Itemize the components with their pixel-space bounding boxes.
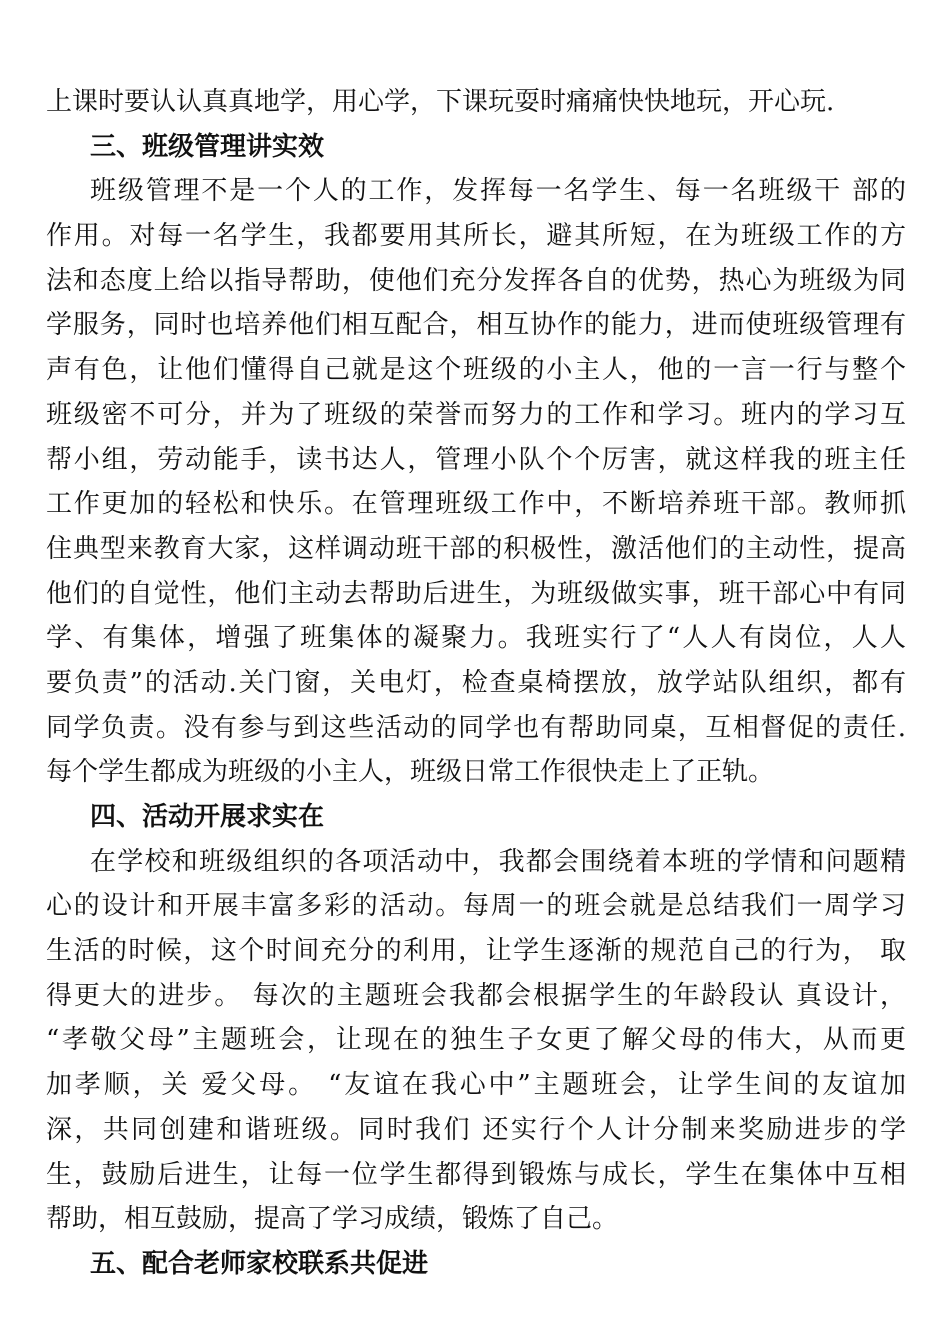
- text-line: 深，共同创建和谐班级。同时我们 还实行个人计分制来奖励进步的学: [46, 1114, 906, 1145]
- text-line: 得更大的进步。 每次的主题班会我都会根据学生的年龄段认 真设计，: [46, 980, 906, 1011]
- text-line: 工作更加的轻松和快乐。在管理班级工作中，不断培养班干部。教师抓: [46, 489, 906, 520]
- text-line: 生活的时候，这个时间充分的利用，让学生逐渐的规范自己的行为， 取: [46, 936, 906, 967]
- section-heading-3: 三、班级管理讲实效: [90, 131, 325, 162]
- text-line: 加孝顺，关 爱父母。 “友谊在我心中”主题班会，让学生间的友谊加: [46, 1070, 906, 1101]
- text-line: 学、有集体，增强了班集体的凝聚力。我班实行了“人人有岗位，人人: [46, 623, 906, 654]
- text-line: 要负责”的活动.关门窗，关电灯，检查桌椅摆放，放学站队组织，都有: [46, 667, 906, 698]
- text-line: “孝敬父母”主题班会，让现在的独生子女更了解父母的伟大，从而更: [46, 1025, 906, 1056]
- section-heading-4: 四、活动开展求实在: [90, 802, 325, 832]
- text-line: 学服务，同时也培养他们相互配合，相互协作的能力，进而使班级管理有: [46, 310, 906, 341]
- text-line: 声有色，让他们懂得自己就是这个班级的小主人，他的一言一行与整个: [46, 355, 906, 386]
- paragraph-first-line: 在学校和班级组织的各项活动中，我都会围绕着本班的学情和问题精: [90, 846, 906, 877]
- text-line: 心的设计和开展丰富多彩的活动。每周一的班会就是总结我们一周学习: [46, 891, 906, 922]
- text-line: 班级密不可分，并为了班级的荣誉而努力的工作和学习。班内的学习互: [46, 399, 906, 430]
- text-line: 帮小组，劳动能手，读书达人，管理小队个个厉害，就这样我的班主任: [46, 444, 906, 475]
- text-line: 同学负责。没有参与到这些活动的同学也有帮助同桌，互相督促的责任.: [46, 712, 906, 743]
- text-line: 作用。对每一名学生，我都要用其所长，避其所短，在为班级工作的方: [46, 221, 906, 252]
- text-line: 每个学生都成为班级的小主人，班级日常工作很快走上了正轨。: [46, 757, 775, 788]
- text-line: 他们的自觉性，他们主动去帮助后进生，为班级做实事，班干部心中有同: [46, 578, 906, 609]
- section-heading-5: 五、配合老师家校联系共促进: [90, 1248, 429, 1279]
- text-line: 帮助，相互鼓励，提高了学习成绩，锻炼了自己。: [46, 1204, 619, 1235]
- paragraph-first-line: 班级管理不是一个人的工作，发挥每一名学生、每一名班级干 部的: [90, 176, 906, 207]
- text-line: 上课时要认认真真地学，用心学，下课玩耍时痛痛快快地玩，开心玩.: [46, 87, 835, 117]
- text-line: 住典型来教育大家，这样调动班干部的积极性，激活他们的主动性，提高: [46, 533, 906, 564]
- text-line: 生，鼓励后进生，让每一位学生都得到锻炼与成长，学生在集体中互相: [46, 1159, 906, 1190]
- text-line: 法和态度上给以指导帮助，使他们充分发挥各自的优势，热心为班级为同: [46, 265, 906, 296]
